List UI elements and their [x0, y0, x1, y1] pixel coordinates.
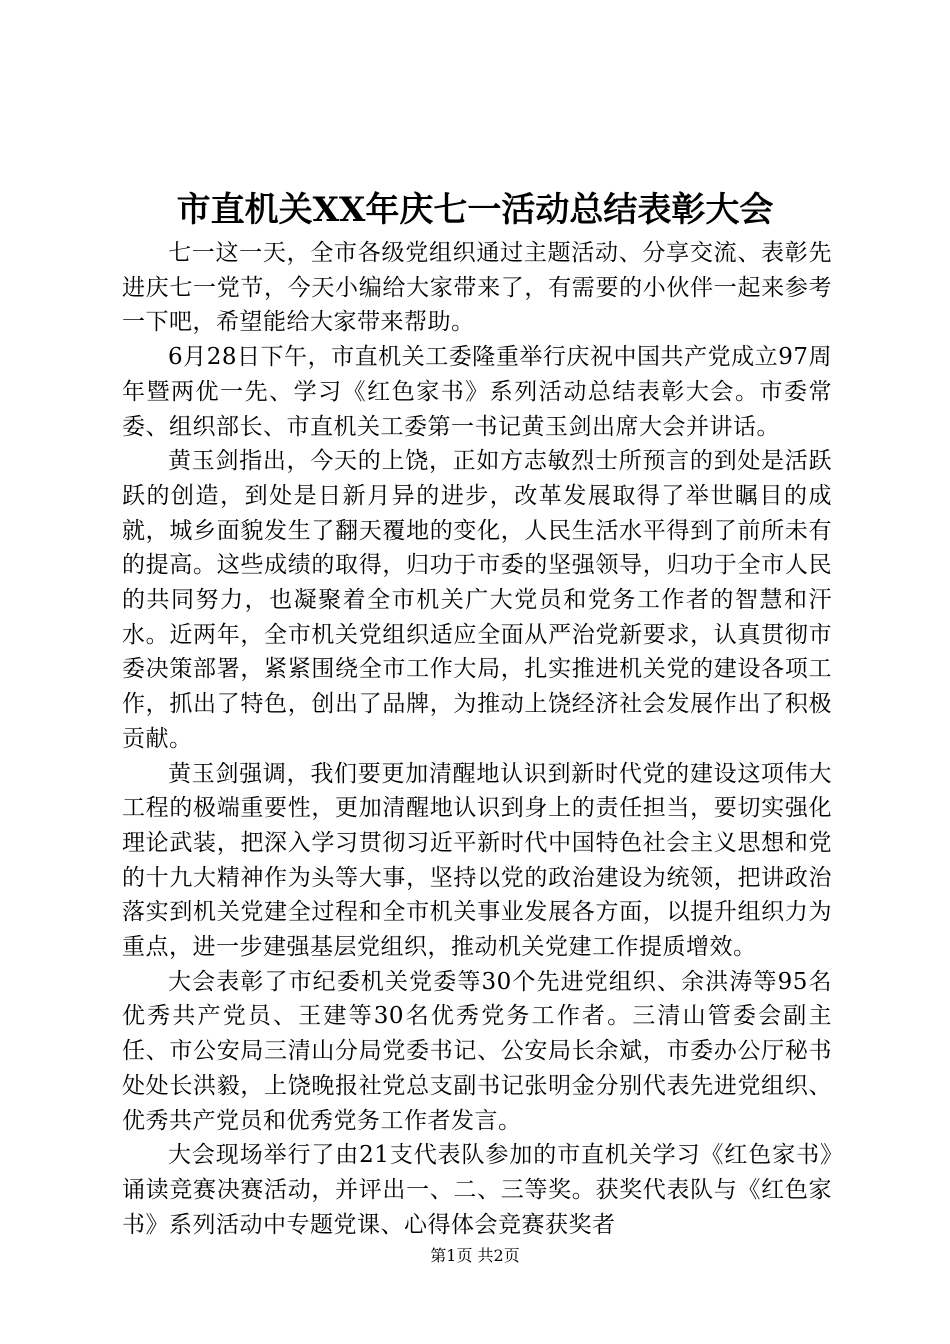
page-footer: 第1页 共2页	[430, 1246, 520, 1265]
paragraph: 6月28日下午，市直机关工委隆重举行庆祝中国共产党成立97周年暨两优一先、学习《红色家书》系列活动总结表彰大会。市委常委、组织部长、市直机关工委第一书记黄玉剑出席大会并讲话。	[122, 344, 832, 440]
paragraph: 大会表彰了市纪委机关党委等30个先进党组织、余洪涛等95名优秀共产党员、王建等30名优秀党务工作者。三清山管委会副主任、市公安局三清山分局党委书记、公安局长余斌，市委办公厅秘书处处长洪毅，上饶晚报社党总支副书记张明金分别代表先进党组织、优秀共产党员和优秀党务工作者发言。	[122, 968, 832, 1134]
paragraph: 七一这一天，全市各级党组织通过主题活动、分享交流、表彰先进庆七一党节，今天小编给大家带来了，有需要的小伙伴一起来参考一下吧，希望能给大家带来帮助。	[122, 240, 832, 336]
document-title: 市直机关XX年庆七一活动总结表彰大会	[176, 190, 774, 230]
paragraph: 黄玉剑指出，今天的上饶，正如方志敏烈士所预言的到处是活跃跃的创造，到处是日新月异的进步，改革发展取得了举世瞩目的成就，城乡面貌发生了翻天覆地的变化，人民生活水平得到了前所未有的提高。这些成绩的取得，归功于市委的坚强领导，归功于全市人民的共同努力，也凝聚着全市机关广大党员和党务工作者的智慧和汗水。近两年，全市机关党组织适应全面从严治党新要求，认真贯彻市委决策部署，紧紧围绕全市工作大局，扎实推进机关党的建设各项工作，抓出了特色，创出了品牌，为推动上饶经济社会发展作出了积极贡献。	[122, 448, 832, 752]
document-body	[122, 236, 832, 1242]
paragraph: 黄玉剑强调，我们要更加清醒地认识到新时代党的建设这项伟大工程的极端重要性，更加清醒地认识到身上的责任担当，要切实强化理论武装，把深入学习贯彻习近平新时代中国特色社会主义思想和党的十九大精神作为头等大事，坚持以党的政治建设为统领，把讲政治落实到机关党建全过程和全市机关事业发展各方面，以提升组织力为重点，进一步建强基层党组织，推动机关党建工作提质增效。	[122, 760, 832, 961]
paragraph: 大会现场举行了由21支代表队参加的市直机关学习《红色家书》诵读竞赛决赛活动，并评出一、二、三等奖。获奖代表队与《红色家书》系列活动中专题党课、心得体会竞赛获奖者	[122, 1142, 832, 1238]
